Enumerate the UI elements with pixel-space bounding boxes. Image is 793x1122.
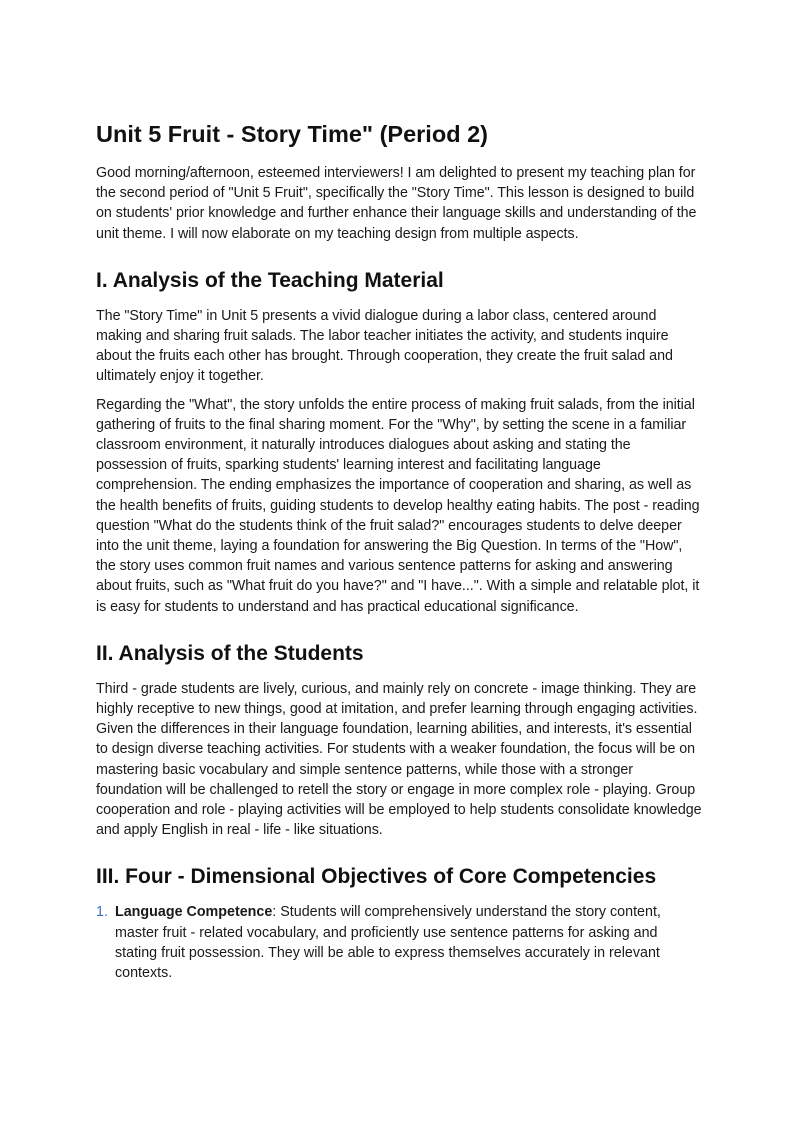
teaching-material-paragraph-2: Regarding the "What", the story unfolds the entire process of making fruit salads, from the initial gathering of fruits to the final sharing moment. For the "Why", by setting the scene in a familiar classroom environment, it naturally introduces dialogues about asking and stating the possession of fruits, sparking students' learning interest and facilitating language comprehension. The ending emphasizes the importance of cooperation and sharing, as well as the health benefits of fruits, guiding students to develop healthy eating habits. The post - reading question "What do the students think of the fruit salad?" encourages students to delve deeper into the unit theme, laying a foundation for answering the Big Question. In terms of the "How", the story uses common fruit names and various sentence patterns for asking and answering about fruits, such as "What fruit do you have?" and "I have...". With a simple and relatable plot, it is easy for students to understand and has practical educational significance. [96,396,700,615]
list-item-text: : Students will comprehensively understand the story content, master fruit - related vocabulary, and proficiently use sentence patterns for asking and stating fruit possession. They will be able to express themselves accurately in relevant contexts. [115,904,661,982]
section-heading-objectives: III. Four - Dimensional Objectives of Core Competencies [96,865,657,889]
objectives-list [96,902,702,983]
section-heading-students: II. Analysis of the Students [96,641,364,665]
list-item-term: Language Competence [115,904,273,921]
teaching-material-paragraph-1: The "Story Time" in Unit 5 presents a vivid dialogue during a labor class, centered around making and sharing fruit salads. The labor teacher initiates the activity, and students inquire about the fruits each other has brought. Through cooperation, they create the fruit salad and ultimately enjoy it together. [96,307,673,385]
list-item [96,902,702,983]
students-paragraph: Third - grade students are lively, curious, and mainly rely on concrete - image thinking. They are highly receptive to new things, good at imitation, and prefer learning through engaging activities. Given the differences in their language foundation, learning abilities, and interests, it's essential to design diverse teaching activities. For students with a weaker foundation, the focus will be on mastering basic vocabulary and simple sentence patterns, while those with a stronger foundation will be challenged to retell the story or engage in more complex role - playing. Group cooperation and role - playing activities will be employed to help students consolidate knowledge and apply English in real - life - like situations. [96,680,702,839]
section-heading-teaching-material: I. Analysis of the Teaching Material [96,268,444,292]
intro-paragraph: Good morning/afternoon, esteemed interviewers! I am delighted to present my teaching plan for the second period of "Unit 5 Fruit", specifically the "Story Time". This lesson is designed to build on students' prior knowledge and further enhance their language skills and understanding of the unit theme. I will now elaborate on my teaching design from multiple aspects. [96,165,697,242]
document-page [96,118,702,983]
page-title: Unit 5 Fruit - Story Time" (Period 2) [96,121,488,147]
list-item-number: 1. [96,904,108,921]
